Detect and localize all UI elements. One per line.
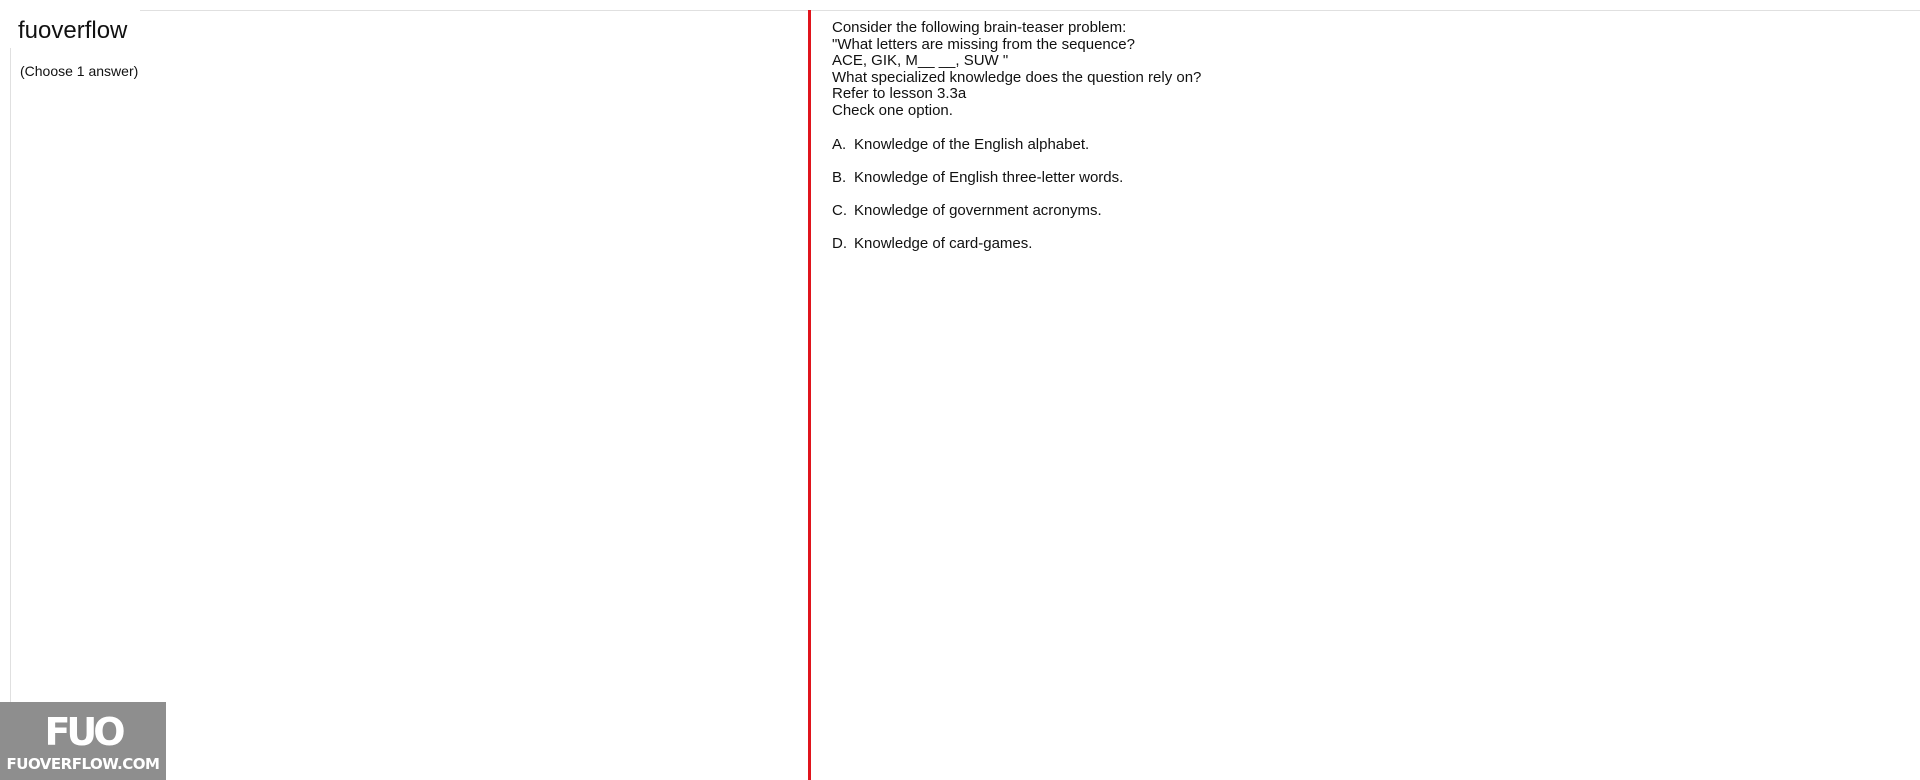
question-line: Consider the following brain-teaser problem:: [832, 19, 1127, 36]
option-c[interactable]: [832, 202, 1123, 235]
vertical-divider: [808, 10, 811, 780]
option-b[interactable]: [832, 169, 1123, 202]
option-text: Knowledge of the English alphabet.: [854, 136, 1090, 153]
answer-instruction: (Choose 1 answer): [20, 63, 139, 79]
question-line: Check one option.: [832, 101, 953, 119]
question-line: ACE, GIK, M__ __, SUW ": [832, 52, 1009, 69]
logo-text: FUOVERFLOW.COM: [6, 755, 160, 773]
option-letter: D.: [832, 235, 847, 252]
answer-options: [832, 136, 1123, 268]
question-line: What specialized knowledge does the question rely on?: [832, 68, 1202, 86]
logo-mark: FUO: [44, 710, 122, 754]
option-text: Knowledge of government acronyms.: [854, 202, 1102, 219]
fuoverflow-logo: [0, 702, 166, 780]
left-rule: [10, 48, 11, 708]
option-d[interactable]: [832, 235, 1123, 268]
top-rule: [140, 10, 1920, 11]
question-line: "What letters are missing from the sequence?: [832, 35, 1135, 53]
site-title: fuoverflow: [18, 17, 128, 44]
question-line: Refer to lesson 3.3a: [832, 85, 967, 102]
option-letter: A.: [832, 136, 847, 153]
option-letter: B.: [832, 169, 847, 186]
option-a[interactable]: [832, 136, 1123, 169]
option-text: Knowledge of English three-letter words.: [854, 169, 1124, 186]
question-text: [832, 20, 1892, 119]
option-letter: C.: [832, 202, 847, 219]
option-text: Knowledge of card-games.: [854, 235, 1033, 252]
